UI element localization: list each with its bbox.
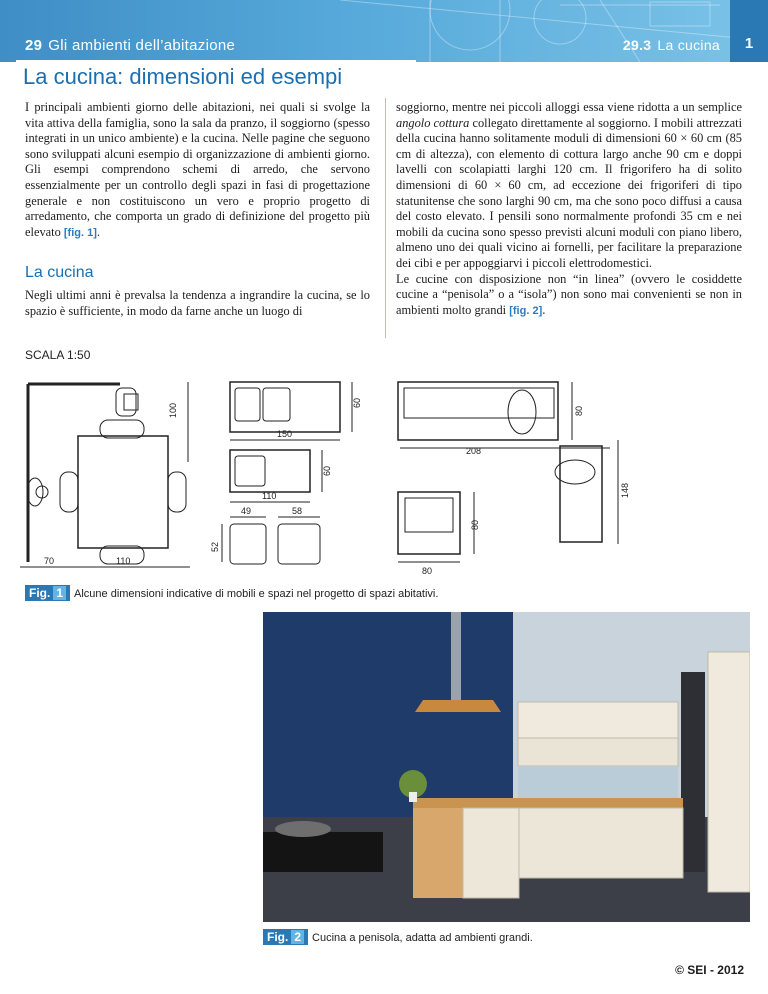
figure-ref[interactable]: [fig. 2].	[509, 304, 546, 317]
dim-58: 58	[292, 506, 303, 516]
section-subheading: La cucina	[25, 264, 94, 281]
dim-110b: 110	[116, 556, 131, 566]
page-header	[0, 0, 768, 62]
dim-100: 100	[168, 402, 178, 418]
page-number: 1	[730, 0, 768, 62]
dim-49: 49	[241, 506, 252, 516]
right-column-text: soggiorno, mentre nei piccoli alloggi essa viene ridotta a un semplice angolo cottura collegato direttamente al soggiorno. I mobili attrezzati della cucina hanno solitamente moduli di dimensioni 60 × 60 cm (85 cm di altezza), con elemento di cottura largo anche 90 cm e doppi lavelli con scolapiatti larghi 120 cm. Il frigorifero ha di solito dimensioni di 60 × 60 cm, ad eccezione dei frigoriferi di tipo statunitense che sono larghi 90 cm, ma che sono poco diffusi a causa del costo elevato. I pensili sono normalmente profondi 35 cm e nei mobili da cucina sono spesso previsti alcuni moduli con piano libero, almeno uno dei quali vicino ai fornelli, per facilitare la preparazione dei cibi e per appoggiarvi i piccoli elettrodomestici. Le cucine con disposizione non “in linea” (ovvero le cosiddette cucine a “penisola” o a “isola”) non sono mai convenienti se non in ambienti molto grandi [fig. 2].	[396, 100, 743, 317]
dim-80b: 80	[470, 519, 480, 530]
dim-80a: 80	[574, 405, 584, 416]
intro-paragraph: I principali ambienti giorno delle abitazioni, nei quali si svolge la vita attiva della famiglia, sono la sala da pranzo, il soggiorno (spesso integrati in un unico ambiente) e la cucina. Nelle pagine che seguono sono sviluppati alcuni esempio di organizzazione di ambienti giorno. Gli esempi comprendono schemi di arredo, che servono essenzialmente per un controllo degli spazi in fasi di progettazione generale e non costituiscono un vero e proprio progetto di arredamento, che comporta un grado di definizione del progetto più elevato [fig. 1].	[25, 100, 370, 239]
copyright: © SEI - 2012	[675, 963, 744, 977]
chapter-heading: 29 Gli ambienti dell’abitazione	[25, 37, 236, 54]
dim-110a: 110	[262, 491, 277, 501]
dim-150: 150	[277, 429, 293, 439]
fig1-caption: Fig. 1 Alcune dimensioni indicative di mobili e spazi nel progetto di spazi abitativi.	[25, 585, 438, 601]
fig1-tag: Fig. 1	[25, 585, 70, 601]
fig2-tag: Fig. 2	[263, 929, 308, 945]
cucina-paragraph: Negli ultimi anni è prevalsa la tendenza a ingrandire la cucina, se lo spazio è sufficiente, in modo da farne anche un luogo di	[25, 288, 370, 318]
column-divider	[385, 98, 386, 338]
dim-148: 148	[620, 482, 630, 498]
section-heading: 29.3 La cucina	[622, 37, 720, 53]
page-title: La cucina: dimensioni ed esempi	[23, 64, 343, 89]
figure-ref[interactable]: [fig. 1]	[63, 226, 97, 239]
fig1-floorplan-drawing	[0, 362, 768, 592]
kitchen-photo	[263, 612, 750, 922]
dim-52: 52	[210, 541, 220, 552]
dim-208: 208	[466, 446, 482, 456]
dim-60a: 60	[352, 397, 362, 408]
dim-60b: 60	[322, 465, 332, 476]
fig2-caption: Fig. 2 Cucina a penisola, adatta ad ambienti grandi.	[263, 929, 533, 945]
scale-label: SCALA 1:50	[25, 348, 91, 362]
dim-70: 70	[44, 556, 55, 566]
dim-80c: 80	[422, 566, 433, 576]
